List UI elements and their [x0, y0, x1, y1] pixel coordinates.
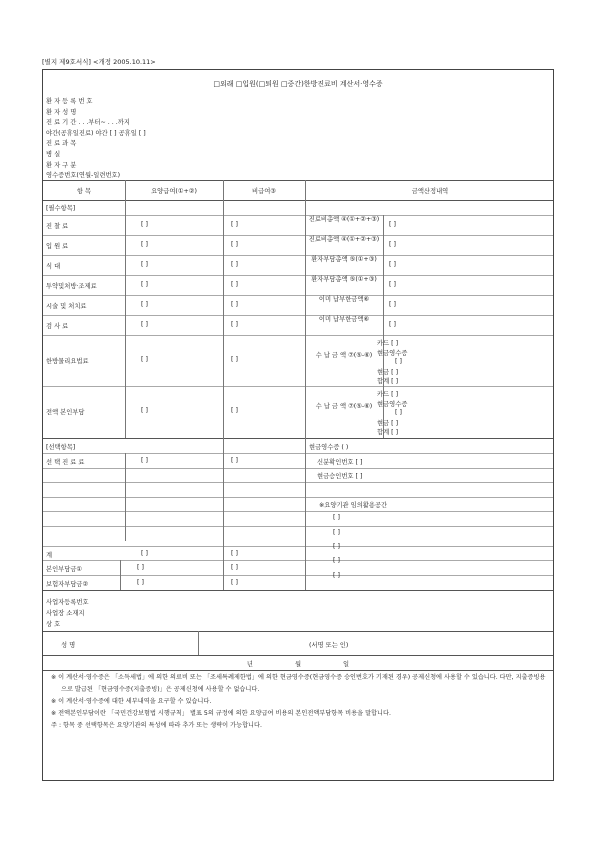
- divider: [43, 546, 553, 547]
- calc-bracket: [ ]: [389, 261, 396, 268]
- row-label: 입 원 료: [46, 243, 69, 250]
- divider: [43, 670, 553, 671]
- divider: [43, 655, 553, 656]
- payment-cash: 현금 [ ]: [377, 420, 399, 427]
- amount-bracket: [ ]: [231, 550, 238, 557]
- calc-label: 수 납 금 액 ⑦(⑤-⑥): [315, 352, 373, 359]
- column-line: [125, 180, 126, 438]
- total-label: 계: [46, 552, 53, 559]
- row-label: 전액 본인부담: [46, 409, 85, 416]
- required-section-header: [필수항목]: [46, 205, 76, 212]
- amount-bracket: [ ]: [231, 281, 238, 288]
- period-label: 진 료 기 간 . . .부터~ . . .까지: [46, 119, 130, 127]
- form-title: □외래 □입원(□퇴원 □중간)한방진료비 계산서·영수증: [213, 80, 383, 88]
- amount-bracket: [ ]: [141, 457, 148, 464]
- row-label: 선 택 진 료 료: [46, 459, 85, 466]
- column-line: [125, 453, 126, 541]
- divider: [43, 453, 553, 454]
- calc-bracket: [ ]: [389, 221, 396, 228]
- receipt-form: [42, 69, 554, 781]
- payment-cash-receipt: 현금영수증: [377, 350, 408, 357]
- note-item: ※ 이 계산서·영수증은 「소득세법」에 의한 의료비 또는 「조세특례제한법」에 의한 현금영수증(현금영수증 승인번호가 기재된 경우) 공제신청에 사용할 수 있습니다. 다만, 지출증빙용으로 발급된 「현금영수증(지출증빙)」은 공제신청에 사용할 수 없습니다.: [51, 674, 546, 693]
- sign-name-label: 성 명: [61, 642, 76, 649]
- col-item-header: 항 목: [76, 188, 92, 195]
- amount-bracket: [ ]: [231, 301, 238, 308]
- calc-label: 진료비총액 ④(①+②+③): [308, 216, 380, 223]
- divider: [43, 468, 553, 469]
- col-noncovered-header: 비급여③: [252, 188, 276, 195]
- payment-total: 합계 [ ]: [377, 378, 399, 385]
- amount-bracket: [ ]: [231, 457, 238, 464]
- divider: [43, 482, 553, 483]
- divider: [43, 275, 553, 276]
- business-address-label: 사업장 소재지: [46, 610, 85, 617]
- amount-bracket: [ ]: [231, 564, 238, 571]
- column-line: [223, 180, 224, 590]
- row-label: 시술 및 처치료: [46, 303, 87, 310]
- patient-type-label: 환 자 구 분: [46, 161, 77, 169]
- patient-share-label: 본인부담금①: [46, 566, 83, 573]
- payment-card: 카드 [ ]: [377, 391, 399, 398]
- payment-cash-receipt-bracket: [ ]: [395, 358, 402, 365]
- amount-bracket: [ ]: [141, 301, 148, 308]
- divider: [43, 295, 553, 296]
- payment-card: 카드 [ ]: [377, 340, 399, 347]
- notes: [47, 672, 547, 732]
- patient-name-label: 환 자 성 명: [46, 108, 77, 116]
- amount-bracket: [ ]: [231, 579, 238, 586]
- divider: [43, 255, 553, 256]
- amount-bracket: [ ]: [137, 564, 144, 571]
- calc-bracket: [ ]: [389, 281, 396, 288]
- divider: [43, 438, 553, 439]
- divider: [43, 590, 553, 591]
- amount-bracket: [ ]: [231, 221, 238, 228]
- divider: [43, 315, 553, 316]
- amount-bracket: [ ]: [141, 261, 148, 268]
- payment-cash: 현금 [ ]: [377, 369, 399, 376]
- approval-no-label: 현금승인번호 [ ]: [317, 473, 363, 480]
- optional-section-header: [선택항목]: [46, 444, 76, 451]
- insurer-share-label: 보험자부담금②: [46, 581, 89, 588]
- divider: [43, 215, 553, 216]
- calc-label: 환자부담총액 ⑤(①+③): [311, 256, 377, 263]
- form-header: [별지 제9호서식] <개정 2005.10.11>: [42, 58, 156, 66]
- dept-label: 진 료 과 목: [46, 140, 77, 148]
- payment-cash-receipt-bracket: [ ]: [395, 409, 402, 416]
- divider: [43, 335, 553, 336]
- divider: [43, 526, 553, 527]
- calc-label: 수 납 금 액 ⑦(⑤-⑥): [315, 403, 373, 410]
- amount-bracket: [ ]: [141, 221, 148, 228]
- sign-hint: (서명 또는 인): [309, 642, 349, 649]
- calc-label: 환자부담총액 ⑤(①+③): [311, 276, 377, 283]
- free-space-bracket: [ ]: [333, 543, 340, 550]
- payment-cash-receipt: 현금영수증: [377, 401, 408, 408]
- column-line: [120, 560, 121, 590]
- amount-bracket: [ ]: [137, 579, 144, 586]
- calc-label: 이미 납부한금액⑥: [318, 296, 370, 303]
- identity-no-label: 신분확인번호 [ ]: [317, 459, 363, 466]
- note-item: 주 : 항목 중 선택항목은 요양기관의 특성에 따라 추가 또는 생략이 가능합니다.: [51, 722, 262, 729]
- divider: [43, 200, 553, 201]
- free-space-bracket: [ ]: [333, 514, 340, 521]
- amount-bracket: [ ]: [141, 407, 148, 414]
- amount-bracket: [ ]: [231, 261, 238, 268]
- amount-bracket: [ ]: [141, 281, 148, 288]
- payment-total: 합계 [ ]: [377, 429, 399, 436]
- divider: [43, 386, 553, 387]
- amount-bracket: [ ]: [231, 241, 238, 248]
- divider: [43, 497, 553, 498]
- ward-label: 병 실: [46, 150, 61, 158]
- divider: [43, 180, 553, 181]
- receipt-no-label: 영수증번호(연월-일련번호): [46, 172, 121, 180]
- amount-bracket: [ ]: [141, 550, 148, 557]
- amount-bracket: [ ]: [231, 321, 238, 328]
- free-space-bracket: [ ]: [333, 557, 340, 564]
- row-label: 검 사 료: [46, 323, 69, 330]
- reg-no-label: 환 자 등 록 번 호: [46, 98, 93, 105]
- row-label: 투약및처방·조제료: [46, 283, 97, 290]
- calc-label: 이미 납부한금액⑥: [318, 316, 370, 323]
- column-line: [198, 631, 199, 655]
- row-label: 진 찰 료: [46, 223, 69, 230]
- amount-bracket: [ ]: [231, 356, 238, 363]
- calc-label: 진료비총액 ④(①+②+③): [308, 236, 380, 243]
- cash-receipt-label: 현금영수증 ( ): [309, 444, 349, 451]
- row-label: 한방물리요법료: [46, 358, 89, 365]
- calc-bracket: [ ]: [389, 301, 396, 308]
- divider: [43, 631, 553, 632]
- date-line: 년 월 일: [246, 661, 350, 668]
- note-item: ※ 전액본인부담이란 「국민건강보험법 시행규칙」 별표 5의 규정에 의한 요양급여 비용의 본인전액부담항목 비용을 말합니다.: [51, 710, 391, 717]
- col-insured-header: 요양급여(①+②): [151, 188, 197, 195]
- business-reg-label: 사업자등록번호: [46, 599, 89, 606]
- divider: [43, 511, 553, 512]
- amount-bracket: [ ]: [141, 241, 148, 248]
- free-space-label: ※요양기관 임의활용공간: [319, 502, 388, 509]
- calc-bracket: [ ]: [389, 321, 396, 328]
- night-label: 야간(공휴일진료) 야간 [ ] 공휴일 [ ]: [46, 129, 146, 137]
- calc-bracket: [ ]: [389, 241, 396, 248]
- col-calc-header: 금액산정내역: [411, 188, 449, 195]
- free-space-bracket: [ ]: [333, 529, 340, 536]
- amount-bracket: [ ]: [141, 321, 148, 328]
- free-space-bracket: [ ]: [333, 572, 340, 579]
- business-name-label: 상 호: [46, 621, 61, 628]
- amount-bracket: [ ]: [231, 407, 238, 414]
- patient-info: [46, 97, 146, 182]
- divider: [43, 235, 553, 236]
- amount-bracket: [ ]: [141, 356, 148, 363]
- row-label: 식 대: [46, 263, 61, 270]
- note-item: ※ 이 계산서·영수증에 대한 세부내역을 요구할 수 있습니다.: [51, 698, 212, 705]
